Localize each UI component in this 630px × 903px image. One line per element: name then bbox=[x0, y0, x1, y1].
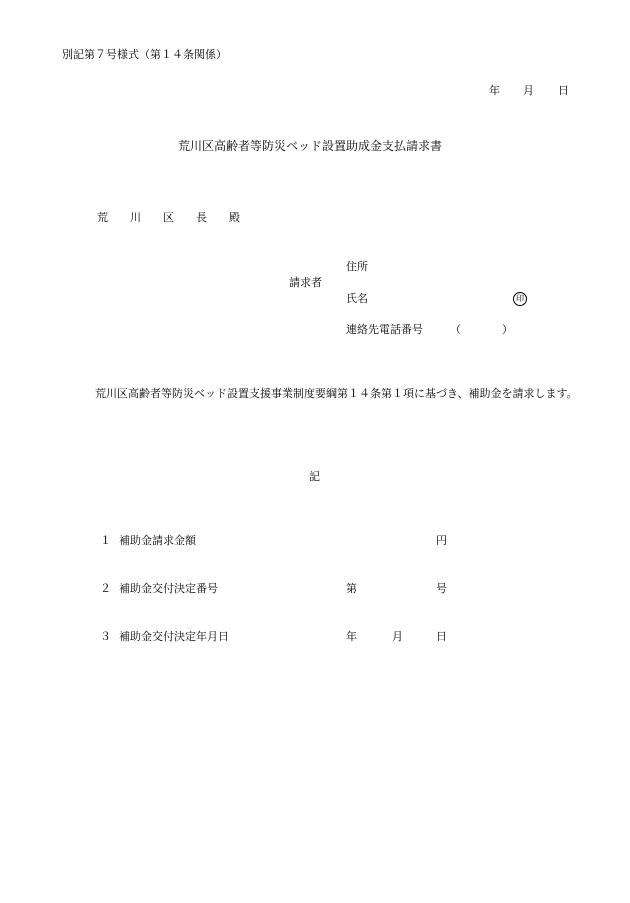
item-label: 補助金交付決定年月日 bbox=[119, 630, 229, 643]
item-prefix: 第 bbox=[346, 582, 357, 595]
phone-label: 連絡先電話番号 bbox=[346, 323, 423, 336]
item-month: 月 bbox=[392, 630, 403, 643]
item-year: 年 bbox=[346, 630, 357, 643]
date-day: 日 bbox=[558, 84, 569, 97]
form-label: 別記第７号様式（第１４条関係） bbox=[62, 48, 227, 61]
ki-heading: 記 bbox=[309, 470, 320, 483]
name-label: 氏名 bbox=[346, 292, 368, 305]
item-number: １ bbox=[100, 534, 111, 547]
item-number: ２ bbox=[100, 582, 111, 595]
item-label: 補助金交付決定番号 bbox=[119, 582, 218, 595]
date-month: 月 bbox=[523, 84, 534, 97]
phone-open-paren: （ bbox=[450, 323, 461, 336]
requester-label: 請求者 bbox=[289, 276, 322, 289]
item-number: ３ bbox=[100, 630, 111, 643]
item-label: 補助金請求金額 bbox=[119, 534, 196, 547]
item-unit: 円 bbox=[436, 534, 447, 547]
item-day: 日 bbox=[436, 630, 447, 643]
address-label: 住所 bbox=[346, 260, 368, 273]
item-suffix: 号 bbox=[436, 582, 447, 595]
phone-close-paren: ） bbox=[502, 323, 513, 336]
date-year: 年 bbox=[489, 84, 500, 97]
document-title: 荒川区高齢者等防災ベッド設置助成金支払請求書 bbox=[178, 139, 443, 153]
seal-mark: 印 bbox=[513, 292, 527, 306]
addressee: 荒川区長殿 bbox=[97, 211, 262, 224]
body-paragraph: 荒川区高齢者等防災ベッド設置支援事業制度要綱第１４条第１項に基づき、補助金を請求します。 bbox=[95, 387, 578, 400]
